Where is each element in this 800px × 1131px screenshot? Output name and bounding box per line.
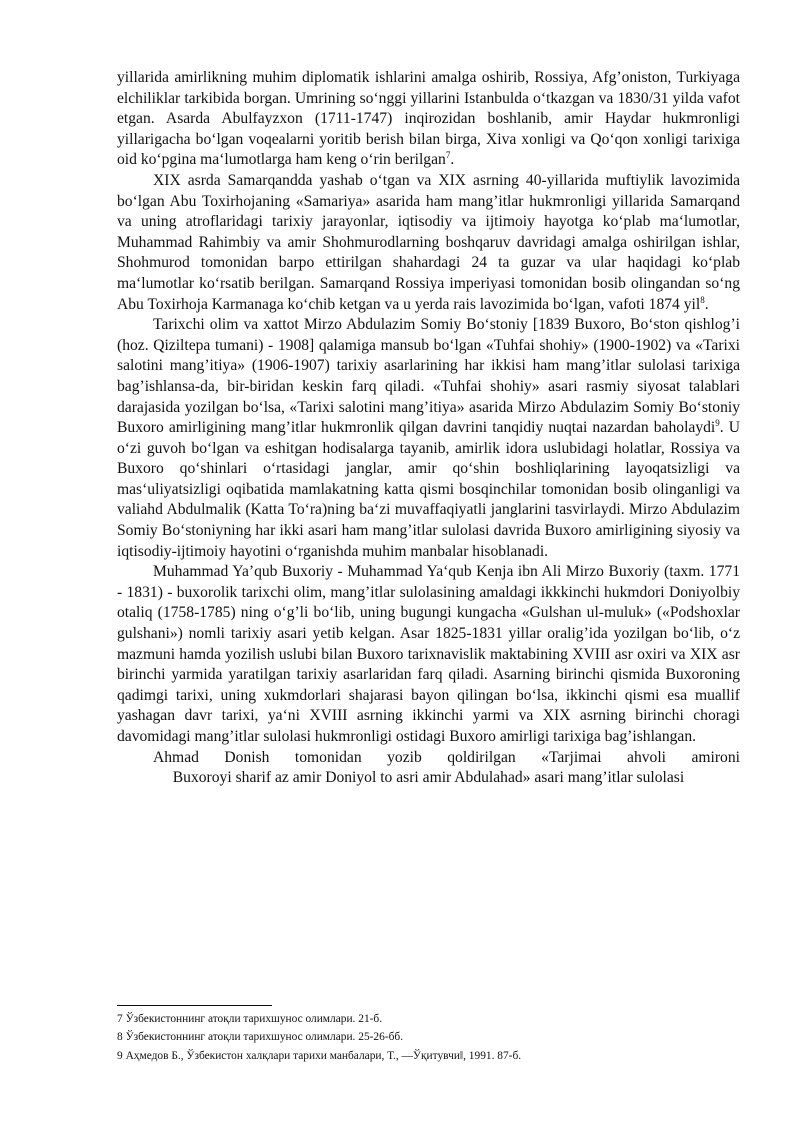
paragraph-5 xyxy=(117,748,740,769)
footnote-text: Ўзбекистоннинг атоқли тарихшунос олимлари. 21-б. xyxy=(125,1013,383,1025)
paragraph-tail: . xyxy=(450,151,455,169)
paragraph-5-continued xyxy=(117,768,740,789)
footnote-number: 8 xyxy=(117,1031,123,1044)
footnote-ref[interactable]: 7 xyxy=(445,150,451,161)
paragraph-text: Tarixchi olim va xattot Mirzo Abdulazim Somiy Bo‘stoniy [1839 Buxoro, Bo‘ston qishlog’i (hoz. Qiziltepa tumani) - 1908] qalamiga mansub bo‘lgan «Tuhfai shohiy» (1900-1902) va «Tarixi salotini mang’itiya» (1906-1907) tarixiy asarlarining har ikkisi ham mang’itlar sulolasi tarixiga bag’ishlansa-da, bir-biridan keskin farq qiladi. «Tuhfai shohiy» asari rasmiy siyosat talablari darajasida yozilgan bo‘lsa, «Tarixi salotini mang’itiya» asarida Mirzo Abdulazim Somiy Bo‘stoniy Buxoro amirligining mang’itlar hukmronlik qilgan davrini tanqidiy nuqtai nazardan baholaydi xyxy=(117,316,740,437)
paragraph-4 xyxy=(117,562,740,747)
paragraph-tail: . U o‘zi guvoh bo‘lgan va eshitgan hodisalarga tayanib, amirlik idora uslubidagi holatlar, Rossiya va Buxoro qo‘shinlari o‘rtasidagi janglar, amir qo‘shin boshliqlarining layoqatsizligi va mas‘uliyatsizligi oqibatida mamlakatning katta qismi bosqinchilar tomonidan bosib olinganligi va valiahd Abdulmalik (Katta To‘ra)ning ba‘zi muvaffaqiyatli janglarini tasvirlaydi. Mirzo Abdulazim Somiy Bo‘stoniyning har ikki asari ham mang’itlar sulolasi davrida Buxoro amirligining siyosiy va iqtisodiy-ijtimoiy hayotini o‘rganishda muhim manbalar hisoblanadi. xyxy=(117,419,741,560)
footnote-number: 9 xyxy=(117,1049,123,1062)
paragraph-text: XIX asrda Samarqandda yashab o‘tgan va XIX asrning 40-yillarida muftiylik lavozimida bo‘lgan Abu Toxirhojaning «Samariya» asarida ham mang’itlar hukmronligi yillarida Samarqand va uning atroflaridagi tarixiy jarayonlar, iqtisodiy va ijtimoiy hayotga ko‘plab ma‘lumotlar, Muhammad Rahimbiy va amir Shohmurodlarning boshqaruv davridagi amalga oshirilgan ishlar, Shohmurod tomonidan barpo ettirilgan shahardagi 24 ta guzar va ular haqidagi ko‘plab ma‘lumotlar ko‘rsatib berilgan. Samarqand Rossiya imperiyasi tomonidan bosib olingandan so‘ng Abu Toxirhoja Karmanaga ko‘chib ketgan va u yerda rais lavozimida bo‘lgan, vafoti 1874 yil xyxy=(117,171,740,313)
paragraph-text: Buxoroyi sharif az amir Doniyol to asri amir Abdulahad» asari mang’itlar sulolasi xyxy=(172,769,685,787)
paragraph-2 xyxy=(117,171,740,315)
paragraph-1 xyxy=(117,68,740,171)
footnote-text: Ўзбекистоннинг атоқли тарихшунос олимлари. 25-26-бб. xyxy=(125,1031,404,1044)
paragraph-text: Ahmad Donish tomonidan yozib qoldirilgan «Tarjimai ahvoli amironi xyxy=(153,748,740,766)
paragraph-text: yillarida amirlikning muhim diplomatik ishlarini amalga oshirib, Rossiya, Afg’oniston, Turkiyaga elchiliklar tarkibida borgan. Umrining so‘nggi yillarini Istanbulda o‘tkazgan va 1830/31 yilda vafot etgan. Asarda Abulfayzxon (1711-1747) inqirozidan boshlanib, amir Haydar hukmronligi yillarigacha bo‘lgan voqealarni yoritib berish bilan birga, Xiva xonligi va Qo‘qon xonligi tarixiga oid ko‘pgina ma‘lumotlarga ham keng o‘rin berilgan xyxy=(117,69,740,169)
footnote-ref[interactable]: 9 xyxy=(715,417,720,428)
footnote-ref[interactable]: 8 xyxy=(700,294,705,305)
footnote-number: 7 xyxy=(117,1013,123,1025)
paragraph-tail: . xyxy=(704,295,709,313)
footnotes xyxy=(117,1011,740,1064)
footnote-item xyxy=(117,1011,740,1027)
paragraph-3 xyxy=(117,315,740,562)
footnote-item xyxy=(117,1048,740,1064)
paragraph-text: Muhammad Ya’qub Buxoriy - Muhammad Ya‘qub Kenja ibn Ali Mirzo Buxoriy (taxm. 1771 - 1831) - buxorolik tarixchi olim, mang’itlar sulolasining amaldagi ikkkinchi hukmdori Doniyolbiy otaliq (1758-1785) ning o‘g’li bo‘lib, uning bugungi kungacha «Gulshan ul-muluk» («Podshoxlar gulshani») nomli tarixiy asari yetib kelgan. Asar 1825-1831 yillar oralig’ida yozilgan bo‘lib, o‘z mazmuni hamda yozilish uslubi bilan Buxoro tarixnavislik maktabining XVIII asr oxiri va XIX asr birinchi yarmida yaratilgan tarixiy asarlaridan farq qiladi. Asarning birinchi qismida Buxoroning qadimgi tarixi, uning xukmdorlari shajarasi bayon qilingan bo‘lsa, ikkinchi qismi esa muallif yashagan davr tarixi, ya‘ni XVIII asrning ikkinchi yarmi va XIX asrning birinchi choragi davomidagi mang’itlar sulolasi hukmronligi ostidagi Buxoro amirligi tarixiga bag’ishlangan. xyxy=(117,563,740,745)
document-body xyxy=(117,68,740,789)
footnote-separator xyxy=(117,1005,272,1006)
footnote-item xyxy=(117,1029,740,1045)
footnote-text: Аҳмедов Б., Ўзбекистон халқлари тарихи манбалари, Т., ―Ўқитувчи‖, 1991. 87-б. xyxy=(125,1049,522,1062)
